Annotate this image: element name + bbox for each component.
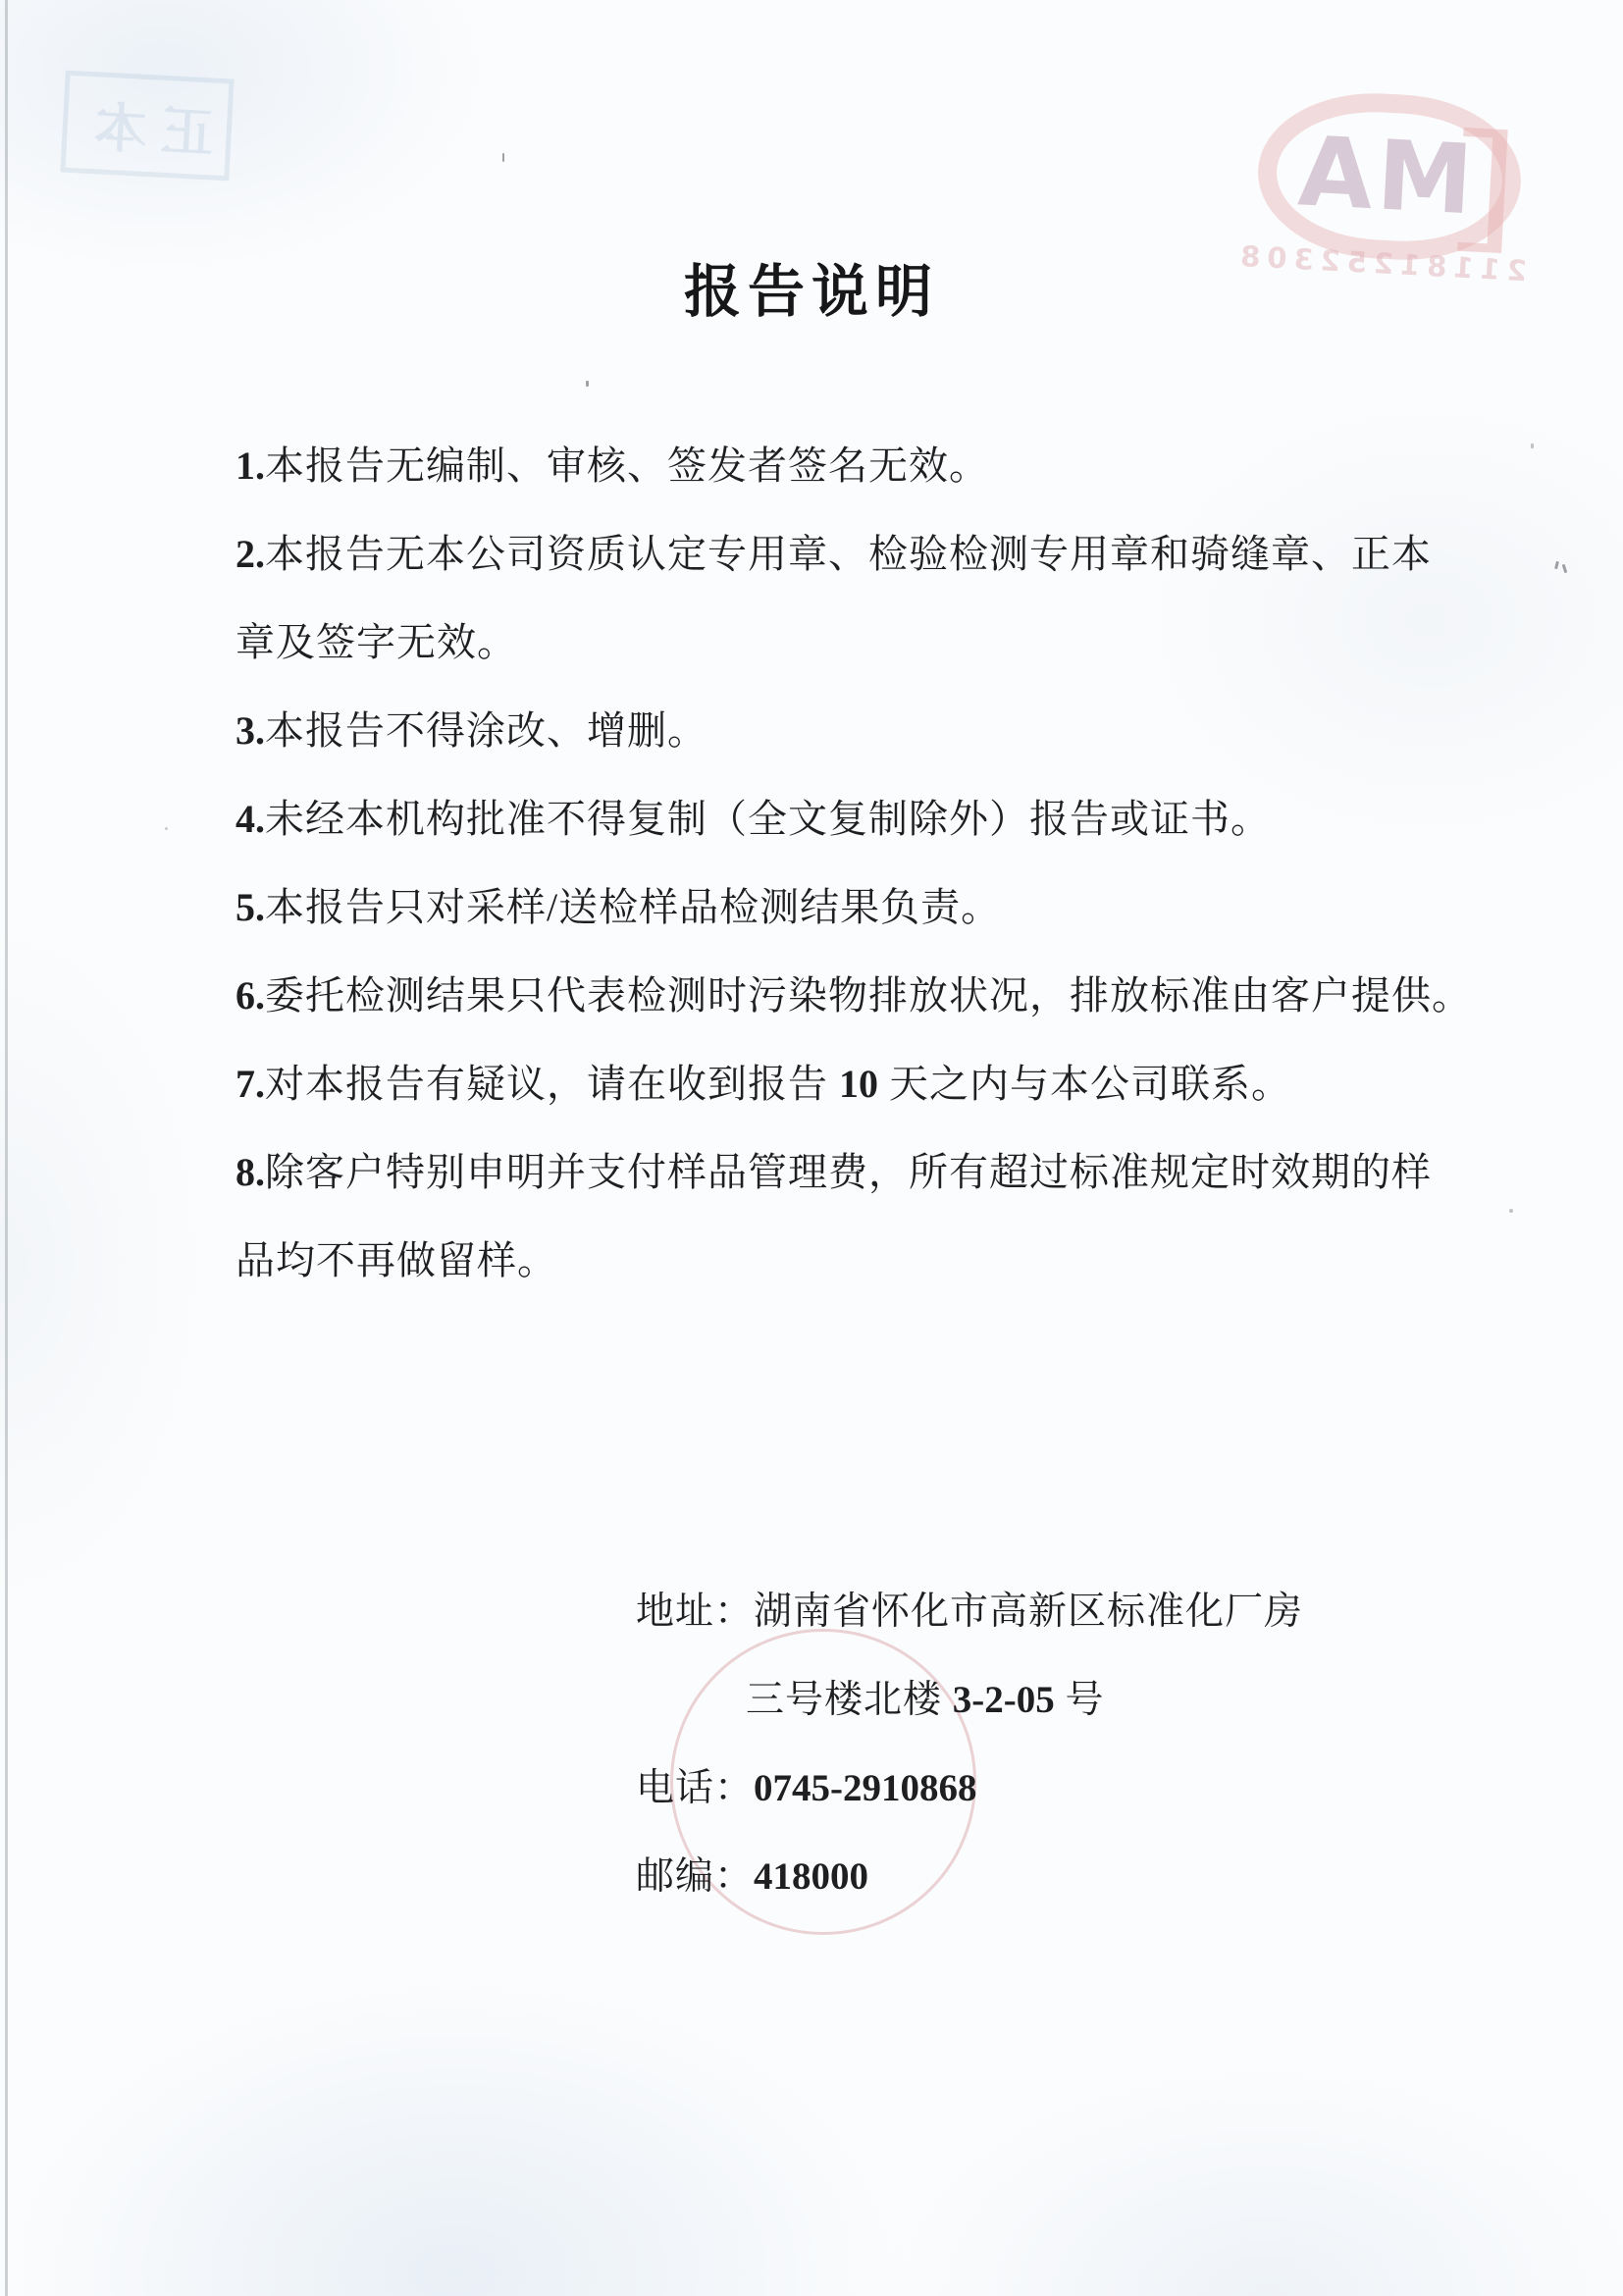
original-copy-stamp-text: 正本 xyxy=(79,96,216,164)
note-line-3 xyxy=(236,687,1472,775)
dust-speck xyxy=(1509,1209,1513,1213)
address-line-2 xyxy=(636,1656,1303,1745)
address-value: 号 xyxy=(1054,1679,1105,1721)
note-line-6 xyxy=(236,952,1472,1040)
note-text: 本报告不得涂改、增删。 xyxy=(265,708,707,753)
notes-list xyxy=(236,422,1472,1305)
address-value: 三号楼北楼 xyxy=(746,1679,953,1721)
dust-speck xyxy=(586,381,589,387)
zip-label: 邮编： xyxy=(636,1855,755,1898)
note-text: 章及签字无效。 xyxy=(236,620,517,664)
note-text: 天之内与本公司联系。 xyxy=(878,1062,1291,1106)
building-number: 3-2-05 xyxy=(952,1679,1055,1721)
phone-number: 0745-2910868 xyxy=(754,1767,977,1809)
note-text: 品均不再做留样。 xyxy=(236,1238,557,1282)
dust-speck xyxy=(165,827,168,830)
dust-speck xyxy=(1531,444,1534,448)
note-number: 2. xyxy=(236,532,265,576)
note-line-7 xyxy=(236,1040,1472,1128)
dust-speck xyxy=(1554,561,1559,569)
cma-stamp-letters: MA xyxy=(1291,116,1476,237)
note-line-1 xyxy=(236,422,1472,510)
note-text: 本报告无编制、审核、签发者签名无效。 xyxy=(265,444,989,488)
cma-stamp-serial-number: 21181252308 xyxy=(1232,238,1528,288)
note-line-8a xyxy=(236,1128,1472,1217)
address-line xyxy=(636,1568,1303,1656)
zip-line xyxy=(636,1833,1303,1921)
address-block xyxy=(636,1568,1303,1921)
phone-label: 电话： xyxy=(636,1767,755,1809)
note-number: 1. xyxy=(236,444,265,488)
note-number: 6. xyxy=(236,973,265,1018)
note-number: 5. xyxy=(236,885,265,929)
dust-speck xyxy=(502,153,504,162)
note-text: 未经本机构批准不得复制（全文复制除外）报告或证书。 xyxy=(265,797,1271,841)
scan-edge-line xyxy=(5,0,8,2296)
note-text: 委托检测结果只代表检测时污染物排放状况，排放标准由客户提供。 xyxy=(265,973,1472,1018)
note-text: 本报告无本公司资质认定专用章、检验检测专用章和骑缝章、正本 xyxy=(265,532,1432,576)
note-inline-number: 10 xyxy=(839,1062,878,1106)
note-number: 7. xyxy=(236,1062,265,1106)
note-number: 4. xyxy=(236,797,265,841)
note-number: 8. xyxy=(236,1150,265,1194)
address-value: 湖南省怀化市高新区标准化厂房 xyxy=(754,1591,1304,1633)
dust-speck xyxy=(1562,564,1568,573)
original-copy-stamp xyxy=(60,71,234,182)
cma-stamp xyxy=(1254,87,1525,266)
note-text: 本报告只对采样/送检样品检测结果负责。 xyxy=(265,885,1002,929)
address-label: 地址： xyxy=(636,1591,755,1633)
note-line-2b xyxy=(236,599,1472,687)
note-line-8b xyxy=(236,1217,1472,1305)
phone-line xyxy=(636,1745,1303,1833)
note-number: 3. xyxy=(236,708,265,753)
note-line-4 xyxy=(236,775,1472,863)
note-text: 除客户特别申明并支付样品管理费，所有超过标准规定时效期的样 xyxy=(265,1150,1432,1194)
note-text: 对本报告有疑议，请在收到报告 xyxy=(265,1062,839,1106)
zip-code: 418000 xyxy=(754,1855,869,1898)
page-title: 报告说明 xyxy=(683,260,939,324)
note-line-2a xyxy=(236,510,1472,599)
note-line-5 xyxy=(236,863,1472,952)
